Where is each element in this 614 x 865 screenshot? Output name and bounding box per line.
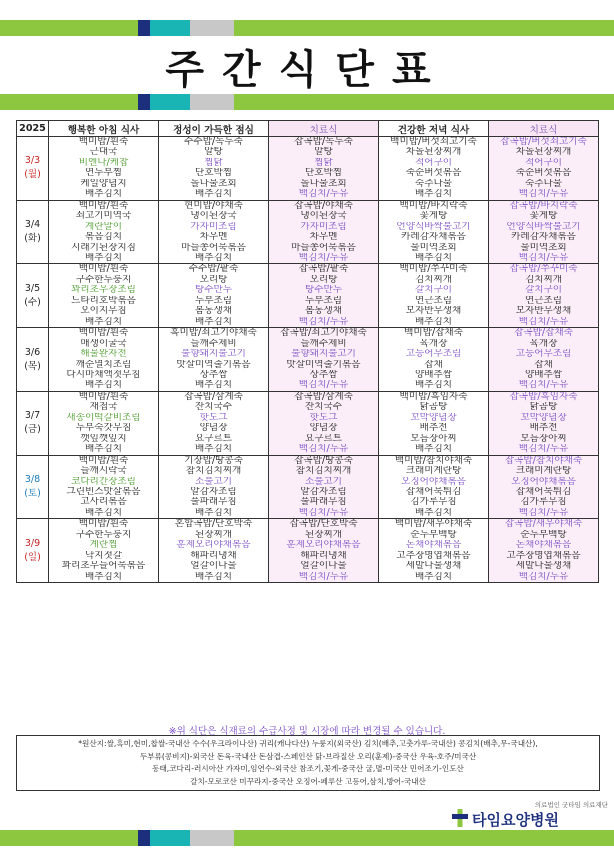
menu-row: [17, 444, 599, 455]
menu-cell-breakfast: 깻잎깻잎지: [49, 434, 159, 444]
menu-cell-dinner-therapy: 잡곡밥/잡채죽: [489, 328, 599, 339]
menu-row: [17, 519, 599, 530]
menu-cell-breakfast: 구수한누룽지: [49, 275, 159, 285]
weekly-menu-table: [16, 120, 599, 583]
menu-cell-breakfast: 계란찜: [49, 540, 159, 550]
menu-cell-lunch: 배추김치: [159, 189, 269, 200]
menu-cell-dinner: 백미밥/참치야채죽: [379, 455, 489, 466]
menu-cell-dinner-therapy: 잡채: [489, 360, 599, 370]
menu-cell-dinner: 배추김치: [379, 572, 489, 583]
menu-cell-lunch: 맛살미역줄기볶음: [159, 360, 269, 370]
menu-cell-lunch: 배추김치: [159, 572, 269, 583]
menu-cell-dinner-therapy: 잡채어묵튀김: [489, 487, 599, 497]
menu-cell-breakfast: 배추김치: [49, 253, 159, 264]
menu-cell-dinner-therapy: 잡곡밥/바지락죽: [489, 200, 599, 211]
menu-cell-lunch-therapy: 풀파래무침: [269, 497, 379, 507]
menu-cell-lunch-therapy: 단호박찜: [269, 168, 379, 178]
weekday-label: (목): [24, 360, 41, 372]
menu-cell-breakfast: 깨순멸치조림: [49, 360, 159, 370]
menu-cell-dinner: 적어구이: [379, 158, 489, 168]
menu-cell-lunch-therapy: 백김치/두유: [269, 508, 379, 519]
menu-cell-lunch-therapy: 두부조림: [269, 296, 379, 306]
menu-cell-lunch: 배추김치: [159, 380, 269, 391]
menu-row: [17, 370, 599, 380]
weekday-label: (화): [24, 233, 41, 245]
menu-cell-dinner: 배추김치: [379, 444, 489, 455]
date-label: 3/6: [24, 346, 41, 358]
menu-cell-lunch-therapy: 불향돼지불고기: [269, 349, 379, 359]
origin-line: 갈치-모로코산 미꾸라지-중국산 오징어-페루산 고등어,삼치,방어-국내산: [190, 776, 426, 786]
menu-cell-lunch: 잔치국수: [159, 402, 269, 412]
menu-cell-dinner-therapy: 김가루무침: [489, 497, 599, 507]
menu-cell-lunch-therapy: 백김치/두유: [269, 380, 379, 391]
menu-cell-lunch-therapy: 잡곡밥/쇠고기야채죽: [269, 328, 379, 339]
menu-cell-lunch: 들깨수제비: [159, 339, 269, 349]
menu-cell-lunch-therapy: 잡곡밥/단호박죽: [269, 519, 379, 530]
menu-cell-lunch: 수수밥/팥죽: [159, 264, 269, 275]
menu-row: [17, 275, 599, 285]
menu-cell-dinner: 백미밥/버섯쇠고기죽: [379, 137, 489, 148]
menu-cell-dinner: 양배추쌈: [379, 370, 489, 380]
menu-cell-dinner: 꽃게탕: [379, 211, 489, 221]
weekday-label: (수): [24, 296, 41, 308]
menu-cell-breakfast: 해물완자전: [49, 349, 159, 359]
menu-cell-lunch-therapy: 잡곡밥/삼계죽: [269, 391, 379, 402]
menu-row: [17, 413, 599, 423]
menu-cell-breakfast: 배추김치: [49, 380, 159, 391]
menu-cell-breakfast: 구수한누룽지: [49, 530, 159, 540]
menu-cell-lunch: 배추김치: [159, 253, 269, 264]
menu-cell-dinner: 고추장명엽채볶음: [379, 551, 489, 561]
menu-cell-lunch: 풀파래무침: [159, 497, 269, 507]
menu-cell-breakfast: 재첩국: [49, 402, 159, 412]
menu-row: [17, 285, 599, 295]
menu-cell-dinner: 닭곰탕: [379, 402, 489, 412]
menu-row: [17, 487, 599, 497]
menu-cell-dinner-therapy: 백김치/두유: [489, 572, 599, 583]
date-cell: [17, 264, 49, 328]
menu-cell-dinner: 잡채: [379, 360, 489, 370]
menu-cell-lunch: 배추김치: [159, 508, 269, 519]
menu-cell-lunch: 혼합곡밥/단호박죽: [159, 519, 269, 530]
menu-cell-lunch-therapy: 탕수만두: [269, 285, 379, 295]
menu-cell-breakfast: 그린빈스맛살볶음: [49, 487, 159, 497]
menu-cell-lunch: 찜닭: [159, 158, 269, 168]
menu-cell-lunch: 해파리냉채: [159, 551, 269, 561]
menu-row: [17, 551, 599, 561]
menu-cell-lunch-therapy: 얼갈이나물: [269, 561, 379, 571]
menu-row: [17, 328, 599, 339]
menu-cell-lunch: 양념장: [159, 423, 269, 433]
bottom-stripe: [0, 830, 614, 846]
menu-cell-dinner: 백미밥/쭈꾸미죽: [379, 264, 489, 275]
menu-cell-breakfast: 오이지무침: [49, 306, 159, 316]
menu-cell-lunch: 핫도그: [159, 413, 269, 423]
menu-cell-breakfast: 배추김치: [49, 317, 159, 328]
menu-cell-dinner-therapy: 숙주나물: [489, 179, 599, 189]
menu-cell-lunch: 배추김치: [159, 444, 269, 455]
menu-cell-dinner: 고등어무조림: [379, 349, 489, 359]
menu-cell-dinner: 세발나물생채: [379, 561, 489, 571]
col-dinner: 건강한 저녁 식사: [379, 121, 489, 137]
col-dinner-therapy: 치료식: [489, 121, 599, 137]
menu-cell-lunch: 알탕: [159, 147, 269, 157]
page-title: 주간식단표: [165, 47, 449, 93]
date-cell: [17, 519, 49, 583]
menu-cell-breakfast: 비엔나/케찹: [49, 158, 159, 168]
menu-row: [17, 497, 599, 507]
menu-cell-dinner: 배추김치: [379, 253, 489, 264]
menu-cell-breakfast: 백미밥/흰죽: [49, 391, 159, 402]
menu-cell-lunch-therapy: 백김치/두유: [269, 572, 379, 583]
menu-row: [17, 200, 599, 211]
menu-cell-lunch-therapy: 해파리냉채: [269, 551, 379, 561]
menu-cell-breakfast: 근대국: [49, 147, 159, 157]
menu-cell-breakfast: 볶음김치: [49, 232, 159, 242]
menu-cell-dinner: 돈채야채볶음: [379, 540, 489, 550]
menu-cell-lunch-therapy: 양념장: [269, 423, 379, 433]
menu-row: [17, 572, 599, 583]
menu-cell-dinner-therapy: 김치찌개: [489, 275, 599, 285]
menu-cell-dinner-therapy: 갈치구이: [489, 285, 599, 295]
menu-cell-lunch: 소불고기: [159, 477, 269, 487]
menu-cell-lunch: 봄동생채: [159, 306, 269, 316]
menu-row: [17, 508, 599, 519]
menu-cell-breakfast: 케일양념지: [49, 179, 159, 189]
date-cell: [17, 328, 49, 392]
menu-cell-lunch: 가자미조림: [159, 222, 269, 232]
menu-row: [17, 339, 599, 349]
menu-cell-dinner: 백미밥/잡채죽: [379, 328, 489, 339]
top-stripe: [0, 20, 614, 36]
menu-row: [17, 243, 599, 253]
menu-cell-lunch-therapy: 들깨수제비: [269, 339, 379, 349]
menu-cell-dinner: 순두부백탕: [379, 530, 489, 540]
menu-cell-lunch: 마늘쫑어묵볶음: [159, 243, 269, 253]
menu-cell-lunch-therapy: 요구르트: [269, 434, 379, 444]
menu-cell-lunch-therapy: 잡곡밥/팥죽: [269, 264, 379, 275]
menu-cell-dinner-therapy: 적어구이: [489, 158, 599, 168]
menu-cell-dinner-therapy: 닭곰탕: [489, 402, 599, 412]
date-label: 3/5: [24, 282, 41, 294]
menu-cell-dinner: 언양식바싹불고기: [379, 222, 489, 232]
menu-cell-lunch-therapy: 차우멘: [269, 232, 379, 242]
menu-row: [17, 455, 599, 466]
menu-cell-lunch: 현미밥/야채죽: [159, 200, 269, 211]
menu-cell-lunch-therapy: 참치김치찌개: [269, 466, 379, 476]
menu-cell-dinner-therapy: 백김치/두유: [489, 253, 599, 264]
menu-cell-breakfast: 낙지젓갈: [49, 551, 159, 561]
menu-cell-breakfast: 배추김치: [49, 444, 159, 455]
menu-cell-lunch-therapy: 잔치국수: [269, 402, 379, 412]
menu-cell-lunch: 돌나물초회: [159, 179, 269, 189]
menu-row: [17, 530, 599, 540]
mid-stripe: [0, 94, 614, 110]
weekday-label: (일): [24, 551, 41, 563]
menu-cell-dinner-therapy: 백김치/두유: [489, 189, 599, 200]
menu-cell-lunch: 잡곡밥/삼계죽: [159, 391, 269, 402]
menu-cell-breakfast: 시래기된장지짐: [49, 243, 159, 253]
menu-row: [17, 380, 599, 391]
menu-cell-dinner: 죽순버섯볶음: [379, 168, 489, 178]
menu-cell-dinner-therapy: 죽순버섯볶음: [489, 168, 599, 178]
menu-cell-lunch: 두부조림: [159, 296, 269, 306]
menu-cell-dinner-therapy: 카레감자채볶음: [489, 232, 599, 242]
menu-cell-lunch: 탕수만두: [159, 285, 269, 295]
menu-cell-dinner: 배추김치: [379, 380, 489, 391]
menu-cell-breakfast: 고사리볶음: [49, 497, 159, 507]
date-cell: [17, 137, 49, 201]
date-label: 3/4: [24, 219, 41, 231]
menu-cell-dinner: 차돌된장찌개: [379, 147, 489, 157]
menu-cell-breakfast: 쇠고기미역국: [49, 211, 159, 221]
menu-cell-lunch-therapy: 찜닭: [269, 158, 379, 168]
menu-row: [17, 561, 599, 571]
origin-line: 두부류(콩비지)-외국산 돈육-국내산 돈삼겹-스페인산 닭-브라질산 오리(훈제)-중국산 우육-호주/미국산: [139, 751, 477, 761]
menu-cell-dinner-therapy: 잡곡밥/새우야채죽: [489, 519, 599, 530]
menu-cell-dinner-therapy: 차돌된장찌개: [489, 147, 599, 157]
menu-cell-lunch: 단호박찜: [159, 168, 269, 178]
menu-cell-breakfast: 연두부찜: [49, 168, 159, 178]
weekday-label: (토): [24, 487, 41, 499]
menu-cell-dinner: 김치찌개: [379, 275, 489, 285]
menu-cell-dinner: 연근조림: [379, 296, 489, 306]
menu-cell-dinner-therapy: 모듬장아찌: [489, 434, 599, 444]
menu-row: [17, 211, 599, 221]
menu-row: [17, 189, 599, 200]
hospital-logo: [450, 800, 610, 828]
menu-cell-dinner-therapy: 순두부백탕: [489, 530, 599, 540]
menu-row: [17, 423, 599, 433]
menu-cell-dinner: 배추김치: [379, 317, 489, 328]
menu-cell-lunch-therapy: 백김치/두유: [269, 253, 379, 264]
menu-cell-dinner-therapy: 육개장: [489, 339, 599, 349]
date-cell: [17, 391, 49, 455]
menu-cell-dinner-therapy: 크래미계란탕: [489, 466, 599, 476]
menu-cell-dinner-therapy: 잡곡밥/흑임자죽: [489, 391, 599, 402]
menu-row: [17, 466, 599, 476]
menu-cell-breakfast: 백미밥/흰죽: [49, 200, 159, 211]
menu-cell-lunch: 훈제오리야채볶음: [159, 540, 269, 550]
menu-cell-lunch-therapy: 백김치/두유: [269, 317, 379, 328]
date-label: 3/8: [24, 473, 41, 485]
menu-row: [17, 296, 599, 306]
menu-cell-dinner-therapy: 고등어무조림: [489, 349, 599, 359]
origin-box: [16, 735, 600, 791]
menu-cell-lunch: 참치김치찌개: [159, 466, 269, 476]
menu-cell-lunch-therapy: 알탕: [269, 147, 379, 157]
menu-cell-lunch-therapy: 봄동생채: [269, 306, 379, 316]
menu-row: [17, 317, 599, 328]
menu-cell-lunch-therapy: 잡곡밥/녹두죽: [269, 137, 379, 148]
menu-row: [17, 360, 599, 370]
menu-row: [17, 349, 599, 359]
menu-cell-dinner-therapy: 백김치/두유: [489, 380, 599, 391]
menu-row: [17, 253, 599, 264]
menu-cell-dinner-therapy: 언양식바싹불고기: [489, 222, 599, 232]
menu-cell-breakfast: 코다리간장조림: [49, 477, 159, 487]
change-notice: ※위 식단은 식재료의 수급사정 및 시장에 따라 변경될 수 있습니다.: [168, 726, 446, 737]
menu-cell-dinner: 백미밥/흑임자죽: [379, 391, 489, 402]
menu-cell-dinner-therapy: 모자반무생채: [489, 306, 599, 316]
menu-cell-lunch-therapy: 가자미조림: [269, 222, 379, 232]
menu-cell-dinner: 육개장: [379, 339, 489, 349]
origin-line: 동태,코다리-러시아산 가자미,임연수-외국산 참조기,꽃게-중국산 굴,멸-미국산 민어조기-인도산: [152, 764, 464, 773]
col-lunch: 정성이 가득한 점심: [159, 121, 269, 137]
menu-cell-dinner: 백미밥/바지락죽: [379, 200, 489, 211]
logo-name: 타임요양병원: [472, 811, 559, 829]
header-row: [17, 121, 599, 137]
origin-line: *원산지:쌀,흑미,현미,찹쌀-국내산 수수(우크라이나산) 귀리(캐나다산) 누룽지(외국산) 김치(배추,고춧가루-국내산) 콩김치(배추,무-국내산),: [78, 739, 538, 748]
menu-cell-dinner-therapy: 꽃게탕: [489, 211, 599, 221]
menu-cell-breakfast: 백미밥/흰죽: [49, 137, 159, 148]
menu-row: [17, 477, 599, 487]
menu-row: [17, 137, 599, 148]
menu-cell-dinner: 모듬장아찌: [379, 434, 489, 444]
menu-cell-breakfast: 꽈리초무들어묵볶음: [49, 561, 159, 571]
date-cell: [17, 455, 49, 519]
menu-cell-lunch: 흑미밥/쇠고기야채죽: [159, 328, 269, 339]
menu-cell-lunch-therapy: 돌나물초회: [269, 179, 379, 189]
menu-cell-dinner: 모자반무생채: [379, 306, 489, 316]
menu-cell-lunch-therapy: 백김치/두유: [269, 189, 379, 200]
col-lunch-therapy: 치료식: [269, 121, 379, 137]
menu-cell-dinner-therapy: 백김치/두유: [489, 508, 599, 519]
menu-cell-dinner: 배추김치: [379, 508, 489, 519]
menu-cell-dinner: 물미역초회: [379, 243, 489, 253]
menu-cell-lunch-therapy: 소불고기: [269, 477, 379, 487]
menu-cell-dinner-therapy: 배추전: [489, 423, 599, 433]
menu-cell-breakfast: 계란말이: [49, 222, 159, 232]
menu-cell-breakfast: 배추김치: [49, 189, 159, 200]
menu-row: [17, 158, 599, 168]
date-cell: [17, 200, 49, 264]
menu-cell-lunch-therapy: 핫도그: [269, 413, 379, 423]
menu-row: [17, 222, 599, 232]
menu-cell-lunch: 기장밥/땅콩죽: [159, 455, 269, 466]
menu-cell-lunch: 배추김치: [159, 317, 269, 328]
menu-cell-dinner: 김가루무침: [379, 497, 489, 507]
menu-cell-dinner: 크래미계란탕: [379, 466, 489, 476]
year-cell: 2025: [17, 121, 49, 137]
menu-cell-dinner-therapy: 오징어야채볶음: [489, 477, 599, 487]
menu-cell-dinner-therapy: 잡곡밥/참치야채죽: [489, 455, 599, 466]
menu-row: [17, 179, 599, 189]
menu-row: [17, 391, 599, 402]
menu-cell-lunch: 오리탕: [159, 275, 269, 285]
date-label: 3/3: [24, 155, 41, 167]
menu-cell-dinner: 백미밥/새우야채죽: [379, 519, 489, 530]
menu-cell-breakfast: 새송이떡갈비조림: [49, 413, 159, 423]
menu-cell-breakfast: 다시마채액젓무침: [49, 370, 159, 380]
menu-cell-lunch: 냉이된장국: [159, 211, 269, 221]
menu-cell-dinner-therapy: 잡곡밥/쭈꾸미죽: [489, 264, 599, 275]
logo-subtitle: 의료법인 굿타임 의료재단: [534, 801, 608, 809]
menu-row: [17, 402, 599, 412]
menu-cell-breakfast: 들깨시락국: [49, 466, 159, 476]
menu-cell-dinner-therapy: 돈채야채볶음: [489, 540, 599, 550]
menu-cell-dinner: 갈치구이: [379, 285, 489, 295]
menu-cell-breakfast: 두부숙갓무침: [49, 423, 159, 433]
menu-row: [17, 306, 599, 316]
menu-row: [17, 147, 599, 157]
menu-cell-dinner-therapy: 꼬막양념장: [489, 413, 599, 423]
menu-cell-lunch: 차우멘: [159, 232, 269, 242]
menu-cell-lunch-therapy: 마늘쫑어묵볶음: [269, 243, 379, 253]
menu-cell-breakfast: 매생이굴국: [49, 339, 159, 349]
date-label: 3/7: [24, 410, 41, 422]
menu-cell-lunch-therapy: 잡곡밥/야채죽: [269, 200, 379, 211]
menu-cell-lunch: 불향돼지불고기: [159, 349, 269, 359]
menu-cell-lunch: 얼갈이나물: [159, 561, 269, 571]
menu-cell-lunch-therapy: 냉이된장국: [269, 211, 379, 221]
date-label: 3/9: [24, 537, 41, 549]
menu-cell-dinner-therapy: 세발나물생채: [489, 561, 599, 571]
col-breakfast: 행복한 아침 식사: [49, 121, 159, 137]
menu-cell-breakfast: 백미밥/흰죽: [49, 519, 159, 530]
menu-cell-dinner-therapy: 물미역초회: [489, 243, 599, 253]
menu-row: [17, 540, 599, 550]
menu-cell-lunch-therapy: 오리탕: [269, 275, 379, 285]
menu-cell-lunch-therapy: 된장찌개: [269, 530, 379, 540]
menu-cell-dinner-therapy: 연근조림: [489, 296, 599, 306]
menu-row: [17, 232, 599, 242]
menu-cell-lunch-therapy: 알감자조림: [269, 487, 379, 497]
menu-cell-breakfast: 백미밥/흰죽: [49, 264, 159, 275]
menu-row: [17, 168, 599, 178]
menu-cell-dinner-therapy: 백김치/두유: [489, 444, 599, 455]
cross-icon: [452, 809, 468, 827]
menu-cell-lunch: 된장찌개: [159, 530, 269, 540]
menu-row: [17, 434, 599, 444]
menu-body: [17, 137, 599, 583]
menu-cell-lunch: 수수밥/녹두죽: [159, 137, 269, 148]
menu-cell-lunch-therapy: 잡곡밥/땅콩죽: [269, 455, 379, 466]
menu-cell-dinner: 카레감자채볶음: [379, 232, 489, 242]
menu-cell-dinner: 배추전: [379, 423, 489, 433]
menu-cell-breakfast: 배추김치: [49, 572, 159, 583]
weekday-label: (월): [24, 169, 41, 181]
menu-cell-dinner: 배추김치: [379, 189, 489, 200]
menu-cell-breakfast: 느타리호박볶음: [49, 296, 159, 306]
menu-cell-lunch: 알감자조림: [159, 487, 269, 497]
menu-cell-dinner: 오징어야채볶음: [379, 477, 489, 487]
menu-cell-lunch-therapy: 맛살미역줄기볶음: [269, 360, 379, 370]
menu-cell-lunch-therapy: 훈제오리야채볶음: [269, 540, 379, 550]
menu-cell-dinner-therapy: 백김치/두유: [489, 317, 599, 328]
menu-cell-lunch-therapy: 상추쌈: [269, 370, 379, 380]
menu-cell-dinner-therapy: 고추장명엽채볶음: [489, 551, 599, 561]
menu-cell-lunch: 상추쌈: [159, 370, 269, 380]
menu-row: [17, 264, 599, 275]
menu-cell-lunch-therapy: 백김치/두유: [269, 444, 379, 455]
menu-cell-dinner-therapy: 잡곡밥/버섯쇠고기죽: [489, 137, 599, 148]
menu-cell-dinner: 숙주나물: [379, 179, 489, 189]
menu-cell-breakfast: 백미밥/흰죽: [49, 455, 159, 466]
menu-cell-lunch: 요구르트: [159, 434, 269, 444]
menu-cell-dinner-therapy: 양배추쌈: [489, 370, 599, 380]
menu-cell-dinner: 잡채어묵튀김: [379, 487, 489, 497]
menu-cell-dinner: 꼬막양념장: [379, 413, 489, 423]
menu-cell-breakfast: 꽈리초우장조림: [49, 285, 159, 295]
weekday-label: (금): [24, 424, 41, 436]
menu-cell-breakfast: 백미밥/흰죽: [49, 328, 159, 339]
menu-cell-breakfast: 배추김치: [49, 508, 159, 519]
